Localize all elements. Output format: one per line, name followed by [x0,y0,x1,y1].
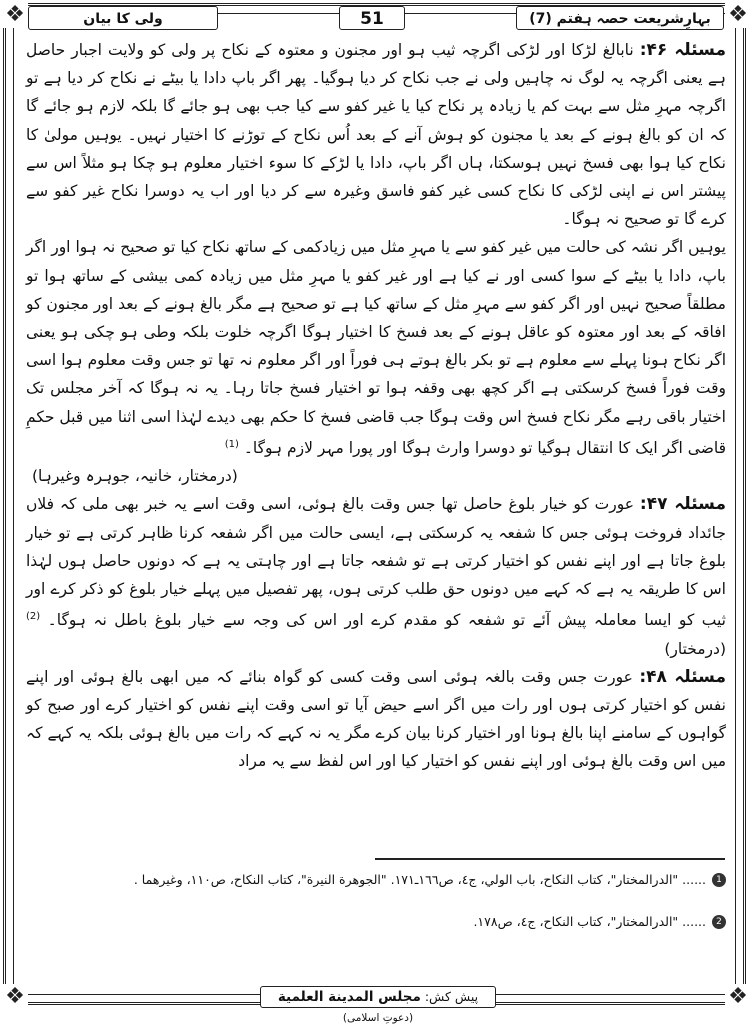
masala-48 [26,663,726,776]
corner-ornament-icon: ❖ [725,984,751,1010]
footnote-text: ...... "الدرالمختار"، كتاب النكاح، ج٤، ص١٧٨. [473,914,706,929]
footnote-1 [26,870,726,890]
reference-text: (درمختار، خانیہ، جوہرہ وغیرہا) [32,467,238,486]
publisher-org: (دعوتِ اسلامی) [342,1012,414,1024]
footnote-divider [375,858,725,860]
masala-label: مسئلہ ۴۷: [639,494,726,515]
footnote-number: 1 [712,873,726,887]
corner-ornament-icon: ❖ [2,984,28,1010]
chapter-title: ولی کا بیان [28,6,218,30]
reference [26,462,726,490]
masala-47 [26,490,726,662]
footnote-text: ...... "الدرالمختار"، كتاب النكاح، باب الولي، ج٤، ص١٦٦ـ١٧١. "الجوهرة النيرة"، كتاب النكاح، ص١١٠، وغيرهما . [133,872,706,887]
footnotes [26,870,726,954]
paragraph-text: یوہیں اگر نشہ کی حالت میں غیر کفو سے یا مہرِ مثل میں زیادکمی کے ساتھ نکاح کیا تو صحیح نہ ہوا اور اگر باپ، دادا یا بیٹے کے سوا کسی اور نے کیا ہے اور غیر کفو یا مہرِ مثل میں زیادہ کمی بیشی کے ساتھ ہوا تو مطلقاً صحیح نہیں اور اگر کفو سے مہرِ مثل کے ساتھ کیا ہے تو صحیح ہے مگر بالغ ہونے کے بعد اور مجنون کو افاقہ کے بعد اور معتوہ کو عاقل ہونے کے بعد فسخ کا اختیار ہوگا اگرچہ خلوت بلکہ وطی ہو چکی ہو یعنی اگر نکاح ہونا پہلے سے معلوم ہے تو بکر بالغ ہوتے ہی فوراً اور اگر معلوم نہ تھا تو جس وقت معلوم ہوا اسی وقت فوراً فسخ کرسکتی ہے اگر کچھ بھی وقفہ ہوا تو اختیار فسخ جاتا رہا۔ یہ نہ ہوگا کہ آخر مجلس تک اختیار باقی رہے مگر نکاح فسخ اس وقت ہوگا جب قاضی فسخ کا حکم بھی دیدے لہٰذا اسی اثنا میں قبل حکمِ قاضی اگر ایک کا انتقال ہوگیا تو دوسرا وارث ہوگا اور پورا مہر لازم ہوگا۔ [26,238,726,457]
paragraph [26,233,726,462]
footnote-marker: (2) [26,611,41,623]
page-footer [260,986,496,1024]
masala-label: مسئلہ ۴۸: [639,666,727,687]
footer-prefix: پیش کش: [424,989,479,1004]
publisher-name: مجلس المدينة العلمية [277,989,421,1005]
masala-text: عورت کو خیار بلوغ حاصل تھا جس وقت بالغ ہوئی، اسی وقت اسے یہ خبر بھی ملی کہ فلاں جائداد فروخت ہوئی جس کا شفعہ یہ کرسکتی ہے، ایسی حالت میں اگر شفعہ کرنا ظاہر کرتی ہے تو خیار بلوغ جاتا ہے اور اپنے نفس کو اختیار کرتی ہے تو شفعہ جاتا ہے اور چاہتی یہ ہے کہ دونوں حاصل ہوں لہٰذا اس کا طریقہ یہ ہے کہ کہے میں دونوں حق طلب کرتی ہوں، پھر تفصیل میں پہلے خیار بلوغ کو ذکر کرے اور ثیب کو ایسا معاملہ پیش آئے تو شفعہ کو مقدم کرے اور اس کی وجہ سے خیار بلوغ باطل نہ ہوگا۔ [26,495,726,630]
book-title: بہارِشریعت حصہ ہفتم (7) [516,6,724,30]
corner-ornament-icon: ❖ [2,2,28,28]
footnote-2 [26,912,726,932]
page-header [20,4,732,32]
footnote-number: 2 [712,915,726,929]
masala-label: مسئلہ ۴۶: [639,40,726,60]
masala-46 [26,36,726,233]
page-number: 51 [339,6,405,30]
masala-text: نابالغ لڑکا اور لڑکی اگرچہ ثیب ہو اور مجنون و معتوہ کے نکاح پر ولی کو ولایت اجبار حاصل ہے یعنی اگرچہ یہ لوگ نہ چاہیں ولی نے جب نکاح کر دیا ہوگیا۔ پھر اگر باپ دادا یا بیٹے نے نکاح کر دیا ہے تو اگرچہ مہرِ مثل سے بہت کم یا زیادہ پر نکاح کیا یا غیر کفو سے کیا جب بھی ہو جائے گا بلکہ لازم ہو جائے گا کہ ان کو بالغ ہونے کے بعد یا مجنون کو ہوش آنے کے بعد اُس نکاح کے توڑنے کا اختیار نہیں۔ یوہیں مولیٰ کا نکاح کیا ہوا بھی فسخ نہیں ہوسکتا، ہاں اگر باپ، دادا یا لڑکے کا سوء اختیار معلوم ہو چکا ہو مثلاً اس سے پیشتر اس نے اپنی لڑکی کا نکاح کسی غیر کفو فاسق وغیرہ سے کر دیا اور اب یہ دوسرا نکاح غیر کفو سے کرے گا تو صحیح نہ ہوگا۔ [26,41,726,229]
reference-text: (درمختار) [664,639,726,658]
masala-text: عورت جس وقت بالغہ ہوئی اسی وقت کسی کو گواہ بنائے کہ میں ابھی بالغ ہوئی اور اپنے نفس کو اختیار کرتی ہوں اور رات میں اگر اسے حیض آیا تو اسی وقت اپنے نفس کو اختیار کرے اور صبح کو گواہوں کے سامنے اپنا بالغ ہونا اور اختیار کرنا بیان کرے مگر یہ نہ کہے کہ رات میں بالغ ہوئی بلکہ یہ کہے کہ میں اس وقت بالغ ہوئی اور اپنے نفس کو اختیار کیا اور اس لفظ سے یہ مراد [26,667,726,771]
footnote-marker: (1) [224,438,239,450]
corner-ornament-icon: ❖ [725,2,751,28]
page-body [26,36,726,776]
